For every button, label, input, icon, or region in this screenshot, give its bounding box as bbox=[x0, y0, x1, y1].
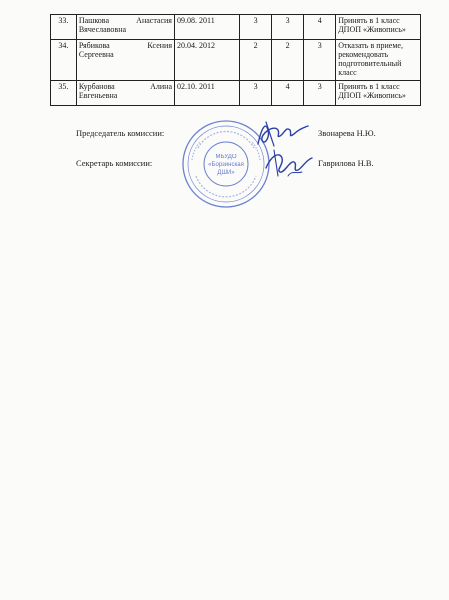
chair-role: Председатель комиссии: bbox=[76, 128, 165, 138]
score-2: 4 bbox=[272, 81, 304, 106]
row-number: 33. bbox=[51, 15, 77, 40]
student-name bbox=[76, 15, 174, 40]
decision: Принять в 1 класс ДПОП «Живопись» bbox=[336, 15, 421, 40]
score-1: 3 bbox=[240, 81, 272, 106]
surname: Пашкова bbox=[78, 16, 110, 25]
admission-table bbox=[50, 14, 421, 106]
score-3: 3 bbox=[304, 40, 336, 81]
score-2: 2 bbox=[272, 40, 304, 81]
chair-name: Звонарева Н.Ю. bbox=[318, 128, 376, 138]
decision: Отказать в приеме, рекомендовать подготовительный класс bbox=[336, 40, 421, 81]
stamp-line-3: ДШИ» bbox=[217, 170, 235, 176]
score-3: 4 bbox=[304, 15, 336, 40]
score-1: 3 bbox=[240, 15, 272, 40]
table-row bbox=[51, 40, 421, 81]
score-3: 3 bbox=[304, 81, 336, 106]
surname: Курбанова bbox=[78, 82, 115, 91]
table-row bbox=[51, 15, 421, 40]
stamp-line-1: МБУДО bbox=[215, 154, 237, 160]
patronymic: Вячеславовна bbox=[78, 25, 127, 34]
decision: Принять в 1 класс ДПОП «Живопись» bbox=[336, 81, 421, 106]
student-name bbox=[76, 81, 174, 106]
birth-date: 02.10. 2011 bbox=[175, 81, 240, 106]
first-name: Алина bbox=[150, 82, 172, 91]
birth-date: 20.04. 2012 bbox=[175, 40, 240, 81]
secretary-name: Гаврилова Н.В. bbox=[318, 158, 374, 168]
table-row bbox=[51, 81, 421, 106]
stamp-line-2: «Борзинская bbox=[208, 162, 244, 168]
secretary-role: Секретарь комиссии: bbox=[76, 158, 153, 168]
row-number: 35. bbox=[51, 81, 77, 106]
student-name bbox=[76, 40, 174, 81]
score-2: 3 bbox=[272, 15, 304, 40]
patronymic: Евгеньевна bbox=[78, 91, 118, 100]
row-number: 34. bbox=[51, 40, 77, 81]
birth-date: 09.08. 2011 bbox=[175, 15, 240, 40]
secretary-signature bbox=[262, 146, 320, 180]
score-1: 2 bbox=[240, 40, 272, 81]
first-name: Анастасия bbox=[136, 16, 172, 25]
first-name: Ксения bbox=[147, 41, 172, 50]
patronymic: Сергеевна bbox=[78, 50, 114, 59]
surname: Рябикова bbox=[78, 41, 110, 50]
